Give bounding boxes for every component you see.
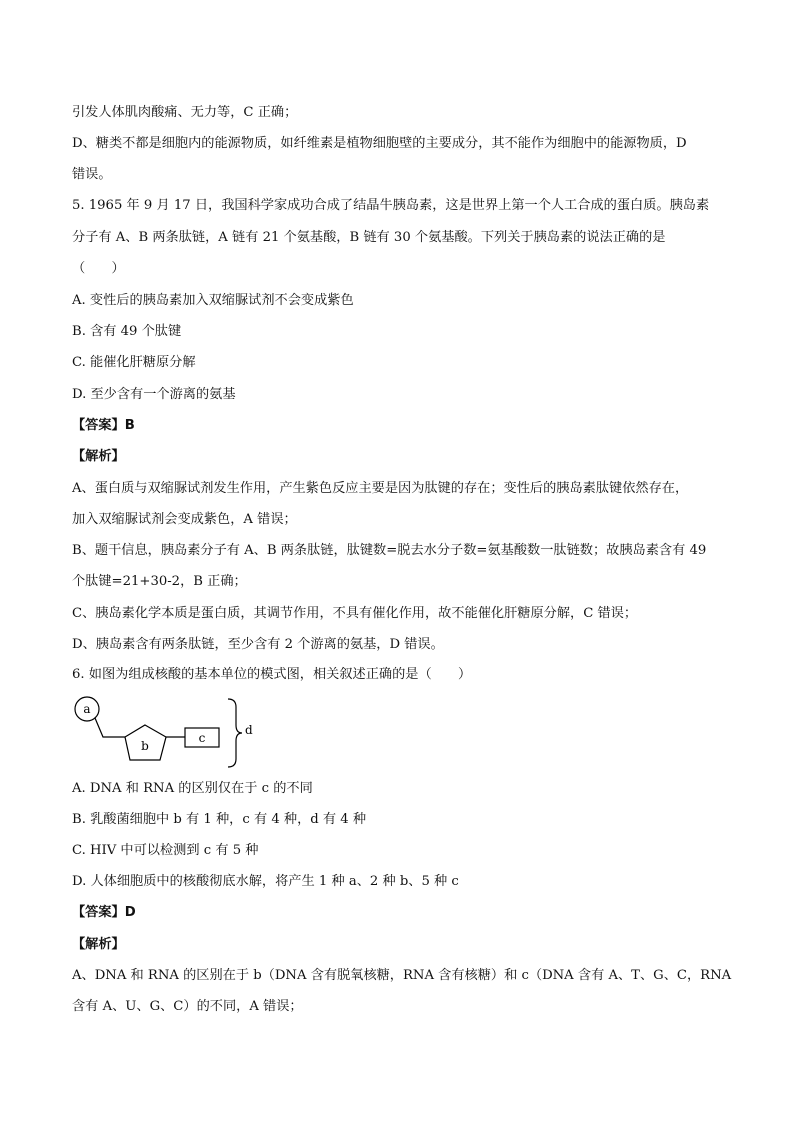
- label-a: a: [83, 702, 91, 716]
- option-b: B. 含有 49 个肽键: [72, 324, 182, 339]
- analysis-line: 含有 A、U、G、C）的不同，A 错误；: [72, 999, 303, 1014]
- analysis-line: A、DNA 和 RNA 的区别在于 b（DNA 含有脱氧核糖，RNA 含有核糖）和 c（DNA 含有 A、T、G、C，RNA: [72, 968, 732, 983]
- analysis-label: 【解析】: [72, 449, 125, 464]
- option-b: B. 乳酸菌细胞中 b 有 1 种，c 有 4 种，d 有 4 种: [72, 812, 367, 827]
- label-b: b: [141, 739, 149, 753]
- answer-label: 【答案】D: [72, 905, 136, 920]
- answer-label: 【答案】B: [72, 418, 135, 433]
- analysis-line: D、胰岛素含有两条肽链，至少含有 2 个游离的氨基，D 错误。: [72, 637, 444, 652]
- option-d: D. 至少含有一个游离的氨基: [72, 387, 236, 402]
- brace: [228, 699, 242, 767]
- analysis-line: C、胰岛素化学本质是蛋白质，其调节作用，不具有催化作用，故不能催化肝糖原分解，C 错误；: [72, 606, 638, 621]
- nucleotide-diagram: [68, 695, 258, 770]
- analysis-line: A、蛋白质与双缩脲试剂发生作用，产生紫色反应主要是因为肽键的存在；变性后的胰岛素肽键依然存在，: [72, 481, 689, 496]
- option-a: A. 变性后的胰岛素加入双缩脲试剂不会变成紫色: [72, 293, 354, 308]
- option-c: C. 能催化肝糖原分解: [72, 355, 196, 370]
- text-line: 错误。: [72, 167, 112, 182]
- question-5-stem: 分子有 A、B 两条肽链，A 链有 21 个氨基酸，B 链有 30 个氨基酸。下列关于胰岛素的说法正确的是: [72, 230, 666, 245]
- analysis-line: 个肽键=21+30-2，B 正确；: [72, 574, 247, 589]
- option-a: A. DNA 和 RNA 的区别仅在于 c 的不同: [72, 781, 313, 796]
- question-6-stem: 6. 如图为组成核酸的基本单位的模式图，相关叙述正确的是（ ）: [72, 667, 472, 682]
- bond-line: [95, 718, 126, 737]
- text-line: D、糖类不都是细胞内的能源物质，如纤维素是植物细胞壁的主要成分，其不能作为细胞中的能源物质，D: [72, 136, 687, 151]
- text-line: 引发人体肌肉酸痛、无力等，C 正确；: [72, 105, 298, 120]
- question-5-stem: 5. 1965 年 9 月 17 日，我国科学家成功合成了结晶牛胰岛素，这是世界上第一个人工合成的蛋白质。胰岛素: [72, 198, 710, 213]
- label-c: c: [198, 731, 206, 745]
- label-d: d: [245, 723, 253, 737]
- option-c: C. HIV 中可以检测到 c 有 5 种: [72, 843, 259, 858]
- analysis-line: B、题干信息，胰岛素分子有 A、B 两条肽链，肽键数=脱去水分子数=氨基酸数一肽链数；故胰岛素含有 49: [72, 543, 707, 558]
- analysis-line: 加入双缩脲试剂会变成紫色，A 错误；: [72, 512, 297, 527]
- analysis-label: 【解析】: [72, 937, 125, 952]
- question-5-bracket: （ ）: [72, 261, 125, 276]
- option-d: D. 人体细胞质中的核酸彻底水解，将产生 1 种 a、2 种 b、5 种 c: [72, 874, 459, 889]
